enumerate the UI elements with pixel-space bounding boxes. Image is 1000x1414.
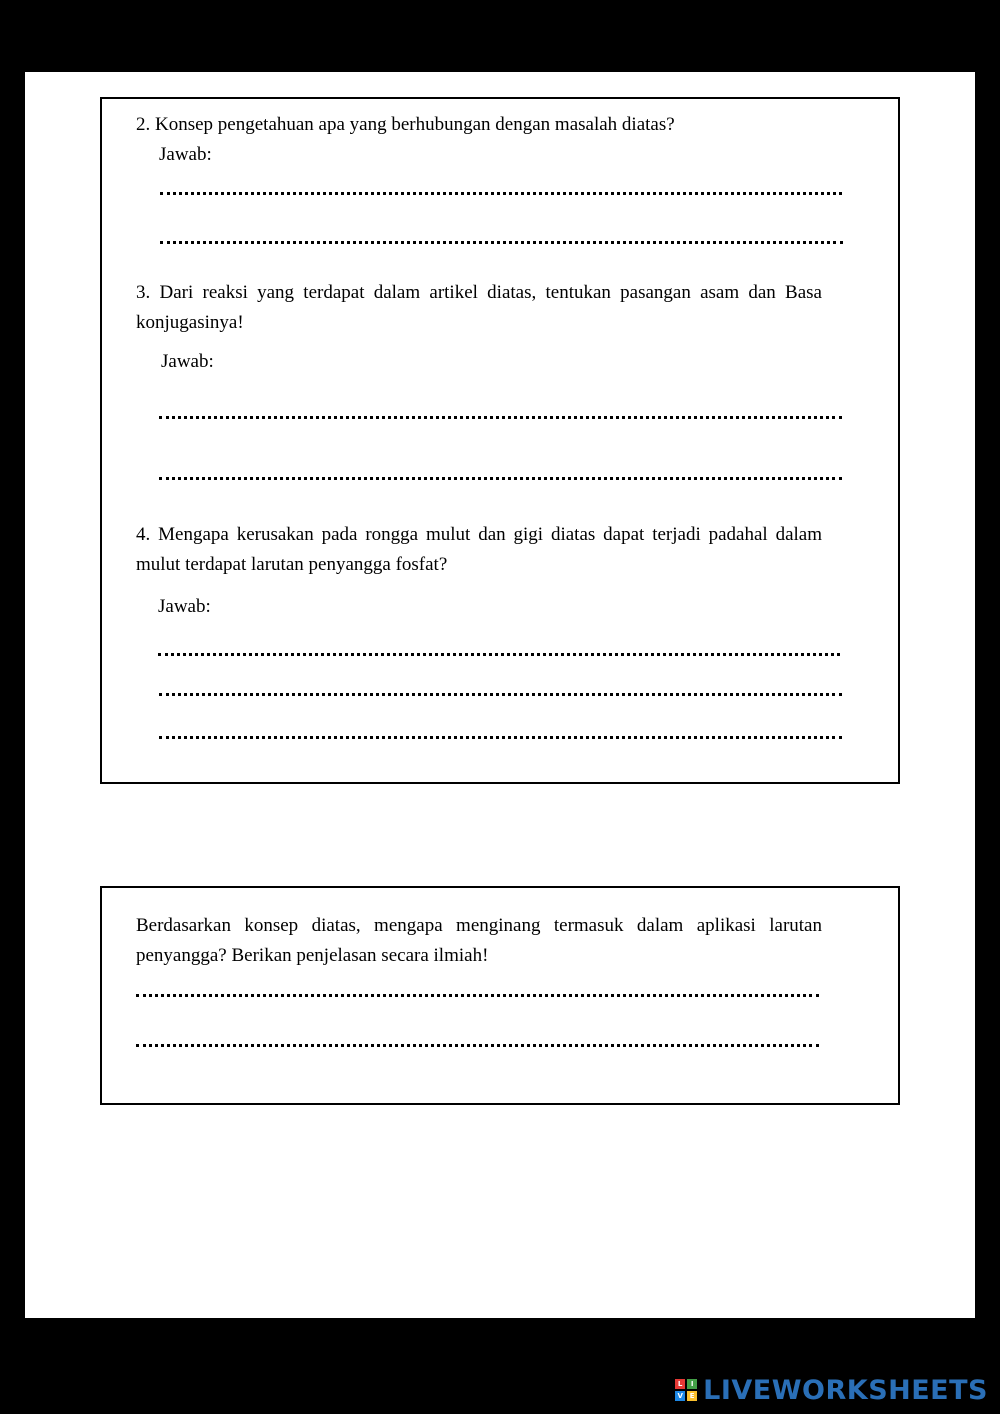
question-4-answer-line-2[interactable] [159,693,842,696]
logo-letter-v: V [675,1391,685,1401]
logo-letter-e: E [687,1391,697,1401]
reflection-question-text: Berdasarkan konsep diatas, mengapa menginang termasuk dalam aplikasi larutan penyangga? Berikan penjelasan secara ilmiah! [136,915,822,966]
liveworksheets-logo-icon [675,1379,697,1401]
question-2-answer-line-2[interactable] [160,241,843,244]
question-3-answer-line-1[interactable] [159,416,842,419]
reflection-answer-line-2[interactable] [136,1044,819,1047]
logo-letter-l: L [675,1379,685,1389]
question-3-answer-label: Jawab: [161,351,214,372]
question-2-answer-label: Jawab: [159,144,212,165]
question-3-text: 3. Dari reaksi yang terdapat dalam artikel diatas, tentukan pasangan asam dan Basa konjugasinya! [136,282,822,333]
question-4-text: 4. Mengapa kerusakan pada rongga mulut dan gigi diatas dapat terjadi padahal dalam mulut terdapat larutan penyangga fosfat? [136,524,822,575]
logo-letter-i: I [687,1379,697,1389]
question-4-answer-line-1[interactable] [158,653,840,656]
questions-box [100,97,900,784]
liveworksheets-logo [675,1375,988,1405]
liveworksheets-logo-text: LIVEWORKSHEETS [703,1374,988,1406]
question-2-answer-line-1[interactable] [160,192,842,195]
question-4-answer-label: Jawab: [158,596,211,617]
question-4-answer-line-3[interactable] [159,736,842,739]
reflection-answer-line-1[interactable] [136,994,819,997]
question-3-answer-line-2[interactable] [159,477,842,480]
question-2-text: 2. Konsep pengetahuan apa yang berhubungan dengan masalah diatas? [136,114,675,135]
